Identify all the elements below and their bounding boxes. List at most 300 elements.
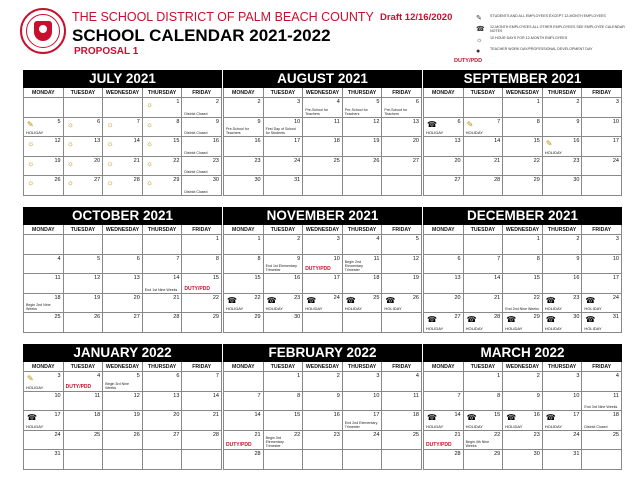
weekday-label: WEDNESDAY <box>503 362 543 372</box>
day-cell <box>303 118 343 138</box>
day-cell <box>24 137 64 157</box>
day-cell <box>143 450 183 470</box>
weekday-label: THURSDAY <box>543 225 583 235</box>
day-number: 17 <box>612 275 619 281</box>
day-number: 2 <box>257 99 261 105</box>
day-number: 4 <box>415 373 419 379</box>
month-title: SEPTEMBER 2021 <box>423 70 622 88</box>
month-january-2022 <box>23 344 222 470</box>
weekday-label: WEDNESDAY <box>103 225 143 235</box>
day-note: End 2nd Elementary Trimester <box>344 420 378 429</box>
day-number: 9 <box>215 118 219 125</box>
phone-icon: ☎ <box>545 295 556 305</box>
weekday-label: THURSDAY <box>143 362 183 372</box>
day-cell <box>343 157 383 177</box>
day-cell <box>24 431 64 451</box>
day-number: 13 <box>133 275 140 281</box>
day-cell <box>182 372 222 392</box>
day-number: 2 <box>536 373 540 379</box>
day-number: 7 <box>215 373 219 379</box>
day-cell <box>382 176 422 196</box>
weekday-label: THURSDAY <box>343 88 383 98</box>
duty-legend-label: DUTY/PDD <box>454 58 483 64</box>
phone-icon: ☎ <box>585 315 596 324</box>
day-cell <box>464 118 504 138</box>
sun-icon: ☼ <box>66 139 74 148</box>
day-cell <box>543 450 583 470</box>
pencil-icon: ✎ <box>466 119 474 129</box>
day-cell <box>424 118 464 138</box>
day-cell <box>143 372 183 392</box>
day-cell <box>182 235 222 255</box>
day-number: 27 <box>133 314 140 320</box>
day-number: 7 <box>497 118 501 125</box>
day-cell <box>224 274 264 294</box>
weekday-label: TUESDAY <box>64 225 104 235</box>
day-cell <box>224 294 264 314</box>
day-cell <box>464 235 504 255</box>
day-note: District Closed <box>184 189 208 194</box>
day-cell <box>24 157 64 177</box>
day-number: 4 <box>97 373 101 379</box>
day-cell <box>543 235 583 255</box>
day-cell <box>582 411 622 431</box>
day-note: Pre-School for Teachers <box>384 107 408 116</box>
holiday-label: HOLIDAY <box>265 306 283 311</box>
day-cell <box>64 157 104 177</box>
day-cell <box>224 98 264 118</box>
weekday-header <box>223 225 422 235</box>
day-number: 11 <box>373 255 380 262</box>
day-number: 31 <box>294 177 301 183</box>
day-note: End 2nd Nine Weeks <box>505 307 539 311</box>
day-cell <box>143 176 183 196</box>
day-cell <box>264 411 304 431</box>
weekday-label: THURSDAY <box>343 225 383 235</box>
day-cell <box>182 98 222 118</box>
legend-text: 12-MONTH EMPLOYEES ALL OTHER EMPLOYEES SEE EMPLOYEE CALENDAR NOTES <box>490 25 625 33</box>
day-number: 14 <box>254 412 261 418</box>
weekday-label: WEDNESDAY <box>303 225 343 235</box>
day-number: 20 <box>94 157 101 164</box>
day-number: 23 <box>294 294 301 301</box>
day-note: End 1st Nine Weeks <box>144 287 178 292</box>
day-cell <box>264 372 304 392</box>
day-cell <box>343 137 383 157</box>
day-number: 6 <box>136 255 140 262</box>
day-cell <box>582 431 622 451</box>
day-number: 18 <box>333 138 340 144</box>
weekday-label: TUESDAY <box>464 88 504 98</box>
day-cell <box>143 431 183 451</box>
day-number: 29 <box>173 177 180 183</box>
day-cell <box>303 392 343 412</box>
month-title: OCTOBER 2021 <box>23 207 222 225</box>
legend <box>474 14 638 58</box>
day-number: 15 <box>212 275 219 281</box>
day-cell <box>464 392 504 412</box>
day-cell <box>24 392 64 412</box>
weekday-label: THURSDAY <box>543 88 583 98</box>
day-cell <box>424 431 464 451</box>
day-cell <box>182 176 222 196</box>
day-number: 6 <box>457 255 461 262</box>
day-number: 16 <box>254 138 261 144</box>
month-title: DECEMBER 2021 <box>423 207 622 225</box>
day-cell <box>464 294 504 314</box>
day-cell <box>543 274 583 294</box>
district-name: THE SCHOOL DISTRICT OF PALM BEACH COUNTY <box>72 10 374 24</box>
day-cell <box>582 294 622 314</box>
day-number: 27 <box>454 314 461 320</box>
day-cell <box>382 294 422 314</box>
phone-icon: ☎ <box>545 315 556 324</box>
legend-item <box>474 36 638 47</box>
day-cell <box>24 450 64 470</box>
day-cell <box>503 372 543 392</box>
day-cell <box>24 411 64 431</box>
weekday-label: THURSDAY <box>543 362 583 372</box>
day-cell <box>582 255 622 275</box>
weekday-label: FRIDAY <box>382 362 422 372</box>
day-cell <box>103 313 143 333</box>
day-number: 2 <box>215 99 219 105</box>
day-cell <box>582 450 622 470</box>
day-cell <box>143 137 183 157</box>
weekday-header <box>23 225 222 235</box>
day-cell <box>382 411 422 431</box>
day-cell <box>224 392 264 412</box>
phone-icon: ☎ <box>506 413 517 422</box>
day-cell <box>303 235 343 255</box>
day-number: 28 <box>173 314 180 320</box>
day-number: 21 <box>454 431 461 438</box>
day-cell <box>24 274 64 294</box>
day-number: 23 <box>533 431 540 438</box>
day-cell <box>224 118 264 138</box>
day-cell <box>182 157 222 177</box>
day-cell <box>303 372 343 392</box>
day-number: 1 <box>176 99 180 105</box>
day-cell <box>143 157 183 177</box>
day-number: 26 <box>373 157 380 164</box>
day-number: 27 <box>173 431 180 438</box>
day-number: 20 <box>173 412 180 418</box>
day-number: 18 <box>412 412 419 418</box>
month-days <box>23 235 222 333</box>
phone-icon: ☎ <box>27 413 37 422</box>
phone-icon: ☎ <box>476 26 485 33</box>
day-cell <box>503 235 543 255</box>
day-cell <box>103 294 143 314</box>
sun-icon: ☼ <box>145 100 154 109</box>
day-cell <box>503 294 543 314</box>
day-number: 6 <box>176 373 180 379</box>
day-cell <box>264 450 304 470</box>
day-number: 7 <box>257 392 261 399</box>
day-number: 14 <box>173 275 180 281</box>
calendar-grid <box>23 70 640 480</box>
day-cell <box>224 411 264 431</box>
day-cell <box>64 431 104 451</box>
day-number: 29 <box>533 314 540 320</box>
day-cell <box>303 411 343 431</box>
month-july-2021 <box>23 70 222 196</box>
weekday-header <box>23 88 222 98</box>
holiday-label: HOLIDAY <box>544 325 563 331</box>
sun-icon: ☼ <box>145 178 154 187</box>
day-number: 18 <box>54 294 61 301</box>
day-number: 10 <box>333 255 340 262</box>
holiday-label: HOLIDAY <box>465 423 483 429</box>
day-number: 12 <box>373 118 380 125</box>
duty-pdd-label: DUTY/PDD <box>184 285 210 292</box>
day-number: 9 <box>257 118 261 125</box>
pencil-icon: ✎ <box>27 119 34 129</box>
phone-icon: ☎ <box>545 413 556 422</box>
logo-emblem-icon <box>34 21 52 41</box>
day-cell <box>343 176 383 196</box>
day-number: 5 <box>136 373 140 379</box>
day-cell <box>182 431 222 451</box>
day-cell <box>303 255 343 275</box>
holiday-label: HOLIDAY <box>305 306 323 311</box>
day-number: 12 <box>412 255 419 262</box>
day-cell <box>303 157 343 177</box>
day-number: 11 <box>413 392 419 399</box>
day-cell <box>382 392 422 412</box>
day-note: Begin 3rd Nine Weeks <box>105 381 129 390</box>
day-number: 8 <box>536 118 540 125</box>
weekday-label: TUESDAY <box>464 362 504 372</box>
day-number: 17 <box>294 138 301 144</box>
month-days <box>223 98 422 196</box>
day-cell <box>103 235 143 255</box>
day-cell <box>64 176 104 196</box>
day-number: 3 <box>576 373 580 379</box>
day-cell <box>582 235 622 255</box>
weekday-label: FRIDAY <box>582 88 622 98</box>
day-cell <box>182 392 222 412</box>
day-cell <box>182 255 222 275</box>
day-number: 10 <box>294 118 301 125</box>
sun-icon: ☼ <box>145 119 154 129</box>
weekday-label: THURSDAY <box>343 362 383 372</box>
day-cell <box>382 255 422 275</box>
day-number: 17 <box>54 412 61 418</box>
holiday-label: HOLIDAY <box>584 306 602 311</box>
day-number: 24 <box>612 294 619 301</box>
day-cell <box>303 294 343 314</box>
day-cell <box>24 118 64 138</box>
day-cell <box>64 118 104 138</box>
month-days <box>23 98 222 196</box>
day-number: 7 <box>176 255 180 262</box>
day-number: 16 <box>333 412 340 418</box>
day-cell <box>343 274 383 294</box>
day-number: 11 <box>334 118 340 125</box>
day-number: 14 <box>494 275 501 281</box>
day-number: 5 <box>97 255 101 262</box>
day-note: Pre-School for Teachers <box>305 107 329 116</box>
day-number: 27 <box>94 177 101 183</box>
day-cell <box>543 157 583 177</box>
day-number: 20 <box>412 138 419 144</box>
day-number: 29 <box>254 314 261 320</box>
apple-icon: ● <box>476 48 481 55</box>
day-cell <box>103 176 143 196</box>
day-number: 28 <box>133 177 140 183</box>
day-cell <box>224 235 264 255</box>
day-cell <box>182 411 222 431</box>
day-cell <box>382 118 422 138</box>
day-number: 8 <box>257 255 261 262</box>
day-cell <box>424 372 464 392</box>
sun-icon: ☼ <box>66 178 74 187</box>
day-number: 23 <box>573 294 580 301</box>
day-cell <box>64 392 104 412</box>
day-cell <box>264 274 304 294</box>
day-cell <box>343 255 383 275</box>
district-logo <box>20 8 66 54</box>
day-cell <box>464 431 504 451</box>
sun-icon: ☼ <box>106 119 114 129</box>
day-number: 11 <box>94 392 101 399</box>
weekday-label: WEDNESDAY <box>503 88 543 98</box>
day-number: 2 <box>297 236 301 242</box>
holiday-label: HOLIDAY <box>426 423 444 429</box>
month-november-2021 <box>223 207 422 333</box>
month-days <box>23 372 222 470</box>
day-cell <box>224 137 264 157</box>
day-number: 21 <box>212 412 219 418</box>
weekday-label: MONDAY <box>224 362 264 372</box>
weekday-label: TUESDAY <box>64 88 104 98</box>
day-note: District Closed <box>184 170 208 174</box>
sun-icon: ☼ <box>27 139 35 148</box>
month-days <box>423 372 622 470</box>
day-number: 2 <box>336 373 340 379</box>
day-number: 8 <box>215 255 219 262</box>
day-cell <box>464 372 504 392</box>
day-note: Pre-School for Teachers <box>344 107 368 116</box>
day-note: Begin 2nd Nine Weeks <box>26 303 51 311</box>
day-cell <box>64 372 104 392</box>
day-cell <box>464 274 504 294</box>
day-number: 30 <box>533 451 540 457</box>
day-cell <box>303 431 343 451</box>
day-number: 24 <box>612 157 619 164</box>
day-cell <box>24 98 64 118</box>
day-cell <box>264 392 304 412</box>
day-cell <box>343 431 383 451</box>
day-number: 28 <box>454 451 461 457</box>
day-cell <box>464 176 504 196</box>
day-number: 24 <box>294 157 301 164</box>
month-title: AUGUST 2021 <box>223 70 422 88</box>
day-note: Begin 3rd Elementary Trimester <box>265 436 284 448</box>
weekday-label: TUESDAY <box>264 362 304 372</box>
day-number: 16 <box>573 275 580 281</box>
day-cell <box>503 392 543 412</box>
day-note: District Closed <box>184 150 208 155</box>
day-number: 15 <box>294 412 301 418</box>
day-number: 31 <box>54 451 61 457</box>
day-cell <box>543 255 583 275</box>
day-cell <box>264 235 304 255</box>
day-cell <box>424 411 464 431</box>
day-cell <box>382 431 422 451</box>
holiday-label: HOLIDAY <box>465 130 483 135</box>
day-cell <box>264 431 304 451</box>
day-cell <box>103 255 143 275</box>
day-number: 10 <box>373 392 380 399</box>
day-number: 29 <box>494 451 501 457</box>
day-cell <box>543 176 583 196</box>
month-days <box>423 235 622 333</box>
day-cell <box>582 118 622 138</box>
holiday-label: HOLIDAY <box>584 325 602 331</box>
sun-icon: ☼ <box>27 158 35 168</box>
day-number: 3 <box>615 99 619 105</box>
day-cell <box>224 176 264 196</box>
holiday-label: HOLIDAY <box>544 149 563 155</box>
day-cell <box>464 255 504 275</box>
day-cell <box>182 294 222 314</box>
day-cell <box>182 313 222 333</box>
day-number: 9 <box>336 392 340 399</box>
day-number: 21 <box>494 294 501 301</box>
draft-date: Draft 12/16/2020 <box>380 12 453 23</box>
day-number: 15 <box>533 275 540 281</box>
phone-icon: ☎ <box>466 315 477 324</box>
duty-pdd-label: DUTY/PDD <box>226 442 252 448</box>
day-cell <box>424 294 464 314</box>
month-title: JANUARY 2022 <box>23 344 222 362</box>
weekday-label: FRIDAY <box>582 225 622 235</box>
day-cell <box>543 294 583 314</box>
weekday-header <box>423 362 622 372</box>
day-cell <box>343 294 383 314</box>
weekday-label: MONDAY <box>424 88 464 98</box>
page-title: SCHOOL CALENDAR 2021-2022 <box>72 26 331 45</box>
weekday-header <box>223 362 422 372</box>
day-number: 28 <box>212 431 219 438</box>
day-cell <box>503 450 543 470</box>
day-note: Begin 2nd Elementary Trimester <box>344 260 363 272</box>
day-number: 22 <box>254 294 261 301</box>
day-number: 8 <box>536 255 540 262</box>
day-cell <box>143 274 183 294</box>
weekday-label: WEDNESDAY <box>103 88 143 98</box>
day-number: 21 <box>173 294 180 301</box>
day-number: 16 <box>212 138 219 144</box>
day-number: 25 <box>94 431 101 438</box>
duty-pdd-label: DUTY/PDD <box>426 442 452 448</box>
day-cell <box>464 313 504 333</box>
day-number: 3 <box>297 99 301 105</box>
holiday-label: HOLIDAY <box>426 130 444 135</box>
holiday-label: HOLIDAY <box>465 325 483 331</box>
day-cell <box>224 157 264 177</box>
day-number: 30 <box>294 314 301 320</box>
day-number: 13 <box>94 138 101 144</box>
day-cell <box>24 372 64 392</box>
day-cell <box>464 157 504 177</box>
day-number: 7 <box>497 255 501 262</box>
day-number: 5 <box>415 236 419 242</box>
day-cell <box>103 118 143 138</box>
